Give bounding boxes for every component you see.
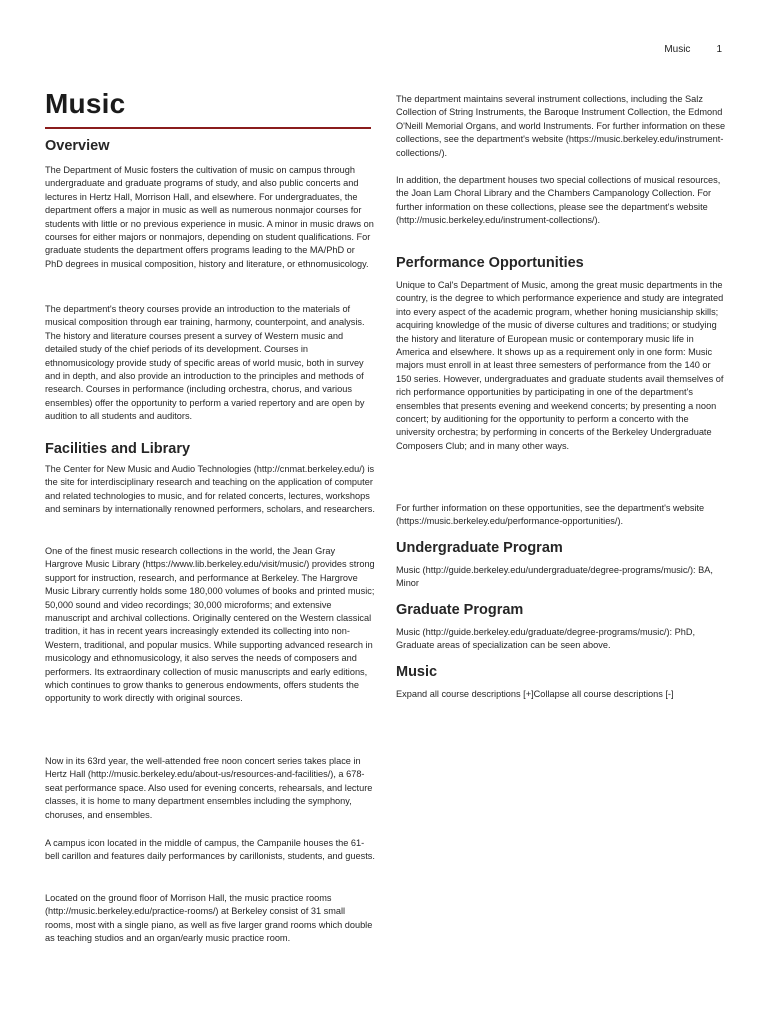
facilities-paragraph-5: Located on the ground floor of Morrison Hall, the music practice rooms (http://music.berkeley.edu/practice-rooms/) at Berkeley consist of 31 small rooms, most with a single piano, as well as five larger grand rooms which double as teaching studios and an organ/early music practice room. (45, 893, 373, 944)
performance-heading: Performance Opportunities (396, 255, 584, 271)
overview-paragraph-1: The Department of Music fosters the cultivation of music on campus through undergraduate and graduate programs of study, and also public concerts and lectures in Hertz Hall, Morrison Hall, and elsewhere. For undergraduates, the department offers a major in music as well as numerous nonmajor courses for students with little or no previous experience in music. A minor in music draws on courses for either majors or nonmajors, depending on student qualifications. For graduate students the department offers programs leading to the MA/PhD or PhD degrees in musical composition, history and literature, or ethnomusicology. (45, 165, 374, 269)
title-rule (45, 127, 371, 129)
page-number: 1 (716, 44, 722, 55)
music-courses-heading: Music (396, 664, 438, 680)
instruments-paragraph-1: The department maintains several instrument collections, including the Salz Collection of String Instruments, the Baroque Instrument Collection, the Edmond O'Neill Memorial Organs, and world Instruments. For further information on these collections, see the department's website (https://music.berkeley.edu/instrument-collections/). (396, 94, 726, 158)
running-header (664, 44, 722, 55)
running-header-section: Music (664, 44, 691, 55)
facilities-paragraph-1: The Center for New Music and Audio Technologies (http://cnmat.berkeley.edu/) is the site for interdisciplinary research and teaching on the application of computer and related technologies to music, and for related concerts, lectures, workshops and seminars by internationally renowned performers, scholars, and researchers. (45, 464, 375, 515)
overview-paragraph-2: The department's theory courses provide an introduction to the materials of musical composition through ear training, harmony, counterpoint, and analysis. The history and literature courses present a survey of Western music and detailed study of the chief periods of its development. Courses in ethnomusicology provide study of specific areas of world music, both in survey and in depth, and also provide an introduction to the principles and methods of research. Courses in performance (including orchestra, chorus, and various ensembles) offer the opportunity to perform a varied repertory and are open by audition to all students and auditors. (45, 304, 365, 422)
page-title: Music (45, 88, 126, 119)
performance-paragraph-2: For further information on these opportunities, see the department's website (https://music.berkeley.edu/performance-opportunities/). (396, 503, 705, 527)
undergraduate-paragraph: Music (http://guide.berkeley.edu/undergraduate/degree-programs/music/): BA, Minor (396, 565, 713, 589)
graduate-paragraph: Music (http://guide.berkeley.edu/graduate/degree-programs/music/): PhD, Graduate areas of specialization can be seen above. (396, 627, 696, 651)
facilities-paragraph-4: A campus icon located in the middle of campus, the Campanile houses the 61-bell carillon and features daily performances by carillonists, students, and guests. (45, 838, 375, 862)
overview-heading: Overview (45, 138, 110, 154)
facilities-heading: Facilities and Library (45, 441, 191, 457)
course-descriptions-toggle[interactable]: Expand all course descriptions [+]Collapse all course descriptions [-] (396, 689, 674, 699)
graduate-heading: Graduate Program (396, 602, 524, 618)
undergraduate-heading: Undergraduate Program (396, 540, 563, 556)
facilities-paragraph-2: One of the finest music research collections in the world, the Jean Gray Hargrove Music Library (https://www.lib.berkeley.edu/visit/music/) provides strong support for instruction, research, and performance at Berkeley. The Hargrove Music Library currently holds some 180,000 volumes of books and printed music; 50,000 sound and video recordings; 30,000 microforms; and extensive manuscript and archival collections. Originally centered on the Western classical tradition, it has in recent years increasingly extended its collecting into non-Western, traditional, and popular musics. While supporting advanced research in musicology and ethnomusicology, it also serves the needs of composers and performers. Its extraordinary collection of music manuscripts and early editions, which continues to grow thanks to generous endowments, offers students the opportunity to work directly with original sources. (45, 546, 375, 704)
facilities-paragraph-3: Now in its 63rd year, the well-attended free noon concert series takes place in Hertz Hall (http://music.berkeley.edu/about-us/resources-and-facilities/), a 678-seat performance space. Also used for evening concerts, rehearsals, and lecture classes, it is home to many department ensembles including the symphony, choruses, and ensembles. (45, 756, 373, 820)
instruments-paragraph-2: In addition, the department houses two special collections of musical resources, the Joan Lam Choral Library and the Chambers Campanology Collection. For further information on these collections, please see the department's website (http://music.berkeley.edu/instrument-collections/). (396, 175, 721, 226)
performance-paragraph-1: Unique to Cal's Department of Music, among the great music departments in the country, is the degree to which performance experience and study are integrated into every aspect of the academic program, whether honing musicianship skills; acquiring knowledge of the music of diverse cultures and traditions; or studying the history and literature of European music or contemporary music life in America and elsewhere. It shows up as a requirement only in one form: Music majors must enroll in at least three semesters of performance from the 140 or 150 series. However, undergraduates and graduate students avail themselves of rich performance opportunities by participating in one of the department's ensembles that presents evening and weekend concerts; by presenting a noon concert; by auditioning for the opportunity to perform a concerto with the university orchestra; by performing in concerts of the Berkeley Undergraduate Composers Club; and in many other ways. (396, 280, 724, 451)
